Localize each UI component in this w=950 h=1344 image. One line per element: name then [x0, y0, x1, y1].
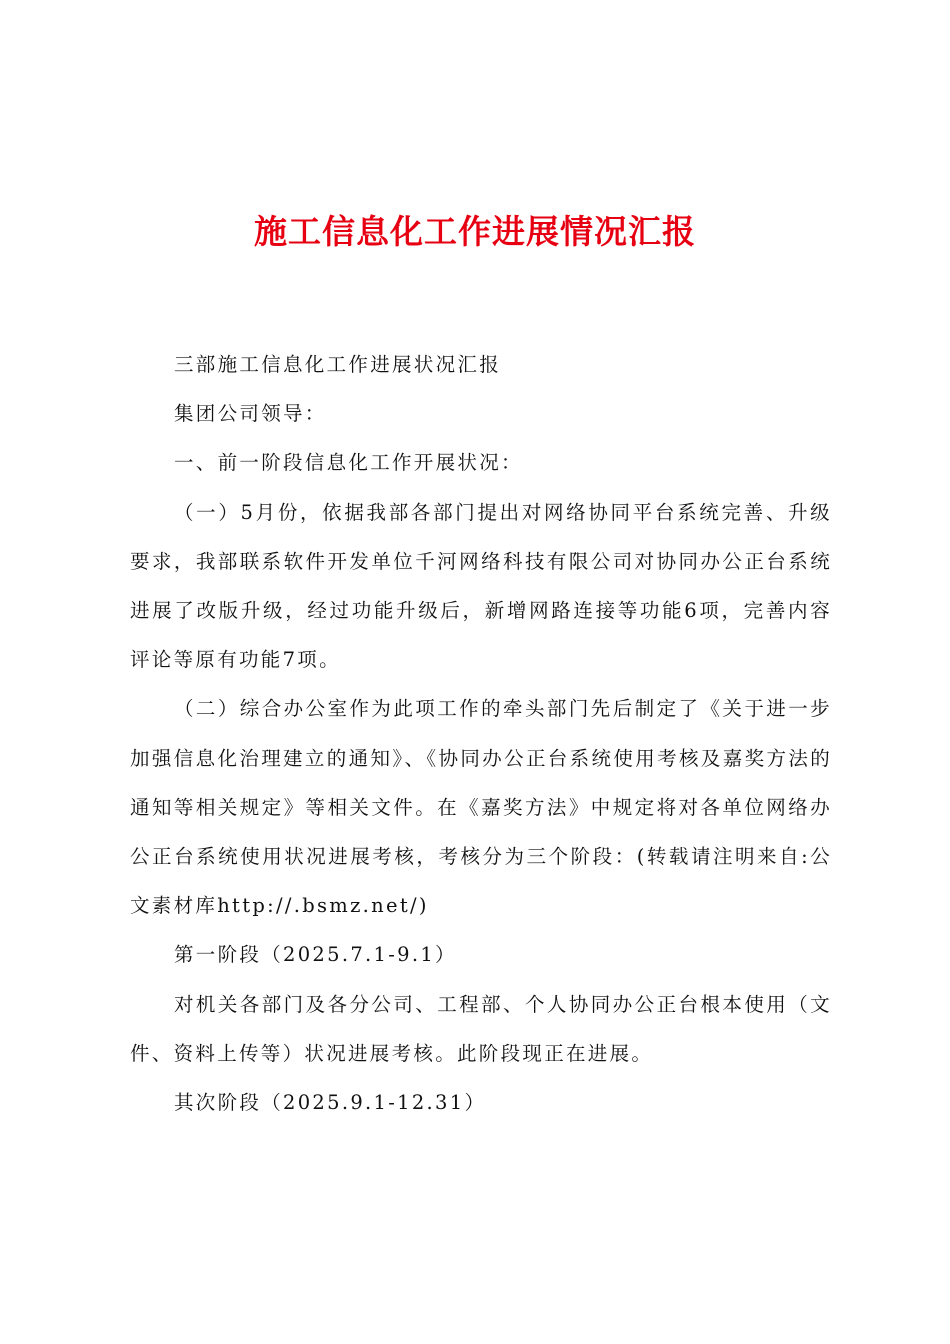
paragraph-salutation: 集团公司领导：	[174, 402, 327, 426]
paragraph-item-two: （二）综合办公室作为此项工作的牵头部门先后制定了《关于进一步加强信息化治理建立的通知》、《协同办公正台系统使用考核及嘉奖方法的通知等相关规定》等相关文件。在《嘉奖方法》中规定将对各单位网络办公正台系统使用状况进展考核，考核分为三个阶段：(转载请注明来自:公文素材库http://.bsmz.net/)	[130, 697, 832, 918]
paragraph-phase-one-heading: 第一阶段（2025.7.1-9.1）	[174, 943, 457, 967]
paragraph-report-heading: 三部施工信息化工作进展状况汇报	[174, 353, 502, 376]
paragraph-phase-one-body: 对机关各部门及各分公司、工程部、个人协同办公正台根本使用（文件、资料上传等）状况进展考核。此阶段现正在进展。	[130, 992, 832, 1065]
document-body	[130, 340, 832, 1127]
paragraph-item-one: （一）5月份，依据我部各部门提出对网络协同平台系统完善、升级要求，我部联系软件开发单位千河网络科技有限公司对协同办公正台系统进展了改版升级，经过功能升级后，新增网路连接等功能6项，完善内容评论等原有功能7项。	[130, 500, 832, 672]
document-title: 施工信息化工作进展情况汇报	[254, 212, 696, 251]
paragraph-phase-two-heading: 其次阶段（2025.9.1-12.31）	[174, 1091, 487, 1115]
paragraph-section-one-heading: 一、前一阶段信息化工作开展状况：	[174, 451, 523, 475]
